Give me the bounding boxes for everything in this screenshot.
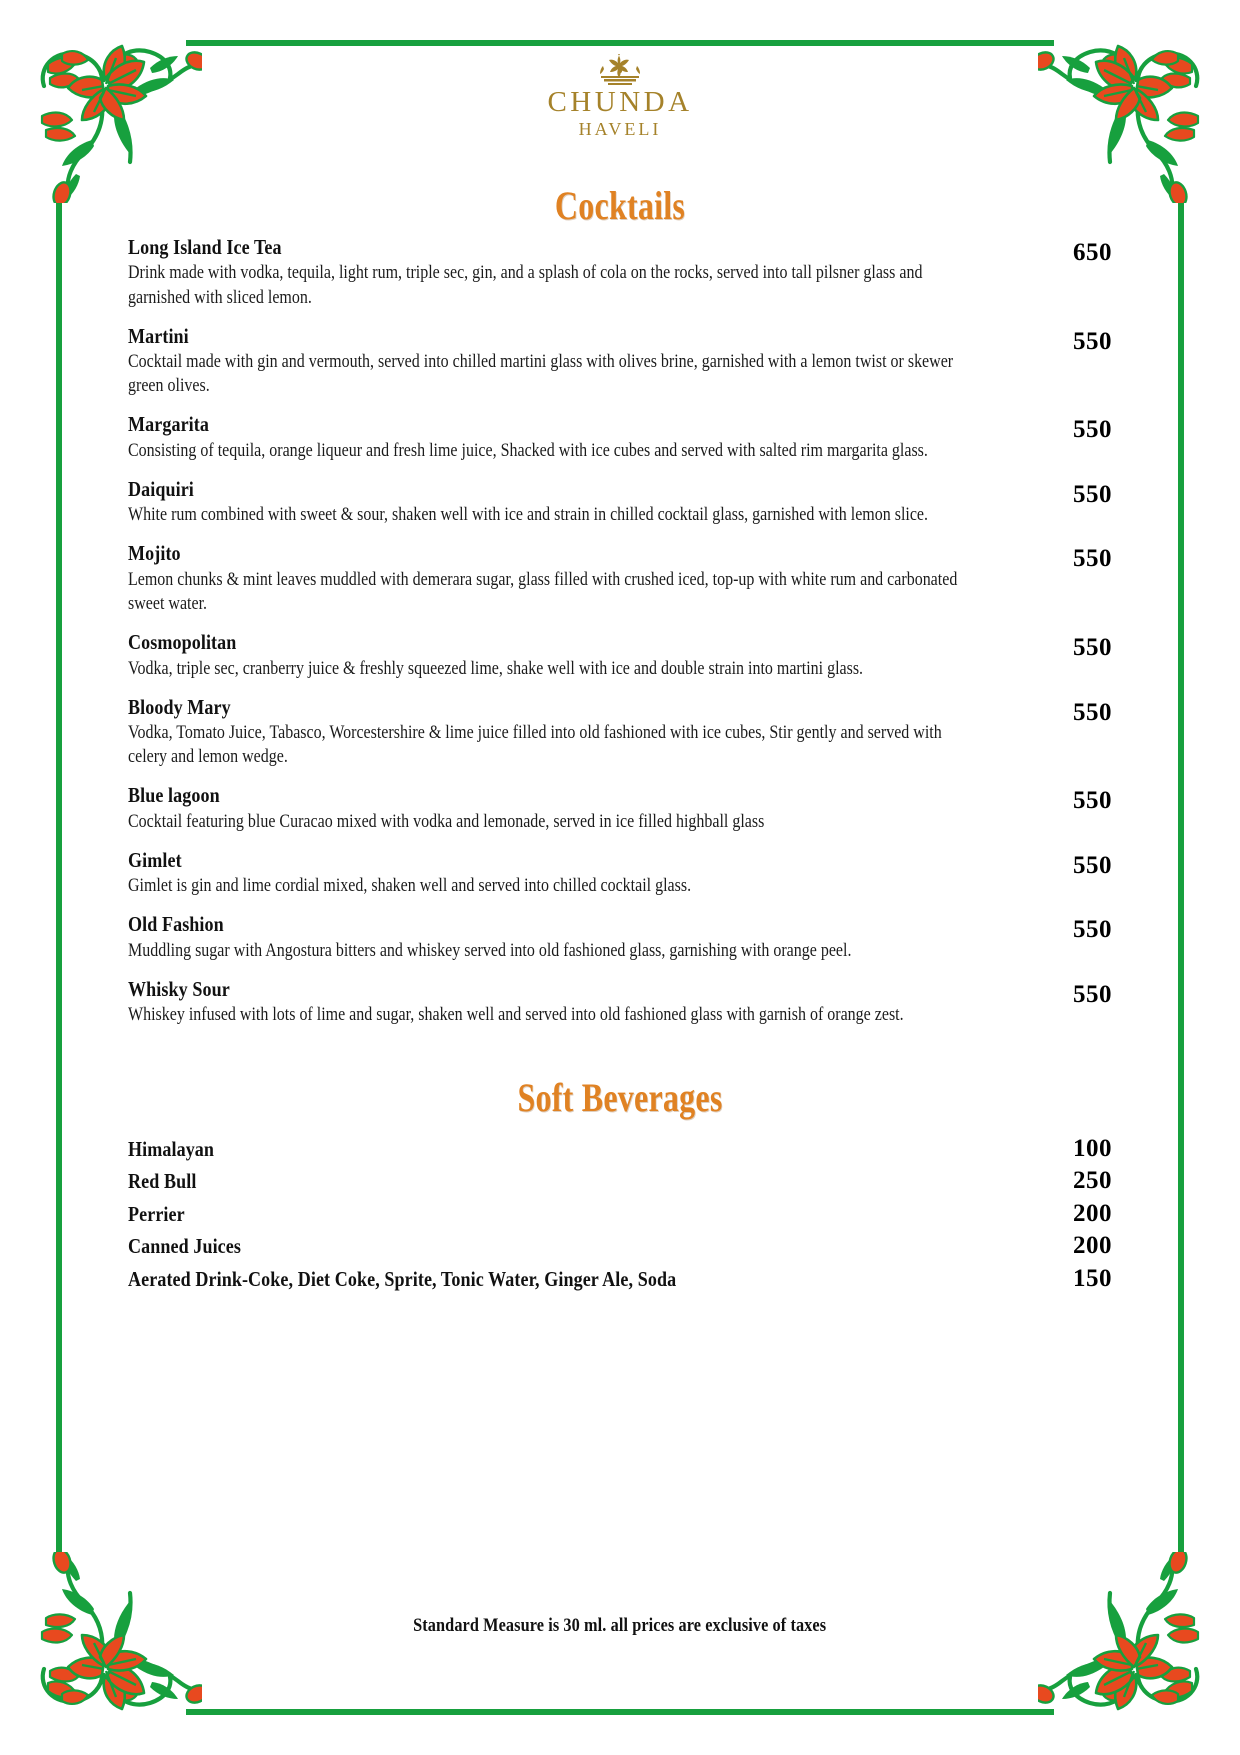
menu-item-name: Old Fashion	[128, 912, 224, 937]
menu-item-price: 550	[1073, 916, 1112, 944]
menu-item-price: 150	[1073, 1264, 1112, 1292]
menu-item-description: Whiskey infused with lots of lime and sugar, shaken well and served into old fashioned glass with garnish of orange zest.	[128, 1004, 904, 1026]
menu-item-main	[128, 1234, 995, 1259]
menu-item	[128, 477, 1112, 528]
menu-item-price: 250	[1073, 1167, 1112, 1195]
menu-item-price: 200	[1073, 1199, 1112, 1227]
menu-item-price: 550	[1073, 416, 1112, 444]
menu-item-name: Bloody Mary	[128, 694, 231, 719]
menu-item-price: 550	[1073, 981, 1112, 1008]
menu-item-description: Drink made with vodka, tequila, light rum, triple sec, gin, and a splash of cola on the rocks, served into tall pilsner glass and garnished with sliced lemon.	[128, 262, 923, 308]
menu-item-price: 550	[1073, 851, 1112, 879]
menu-item-description: White rum combined with sweet & sour, shaken well with ice and strain in chilled cocktail glass, garnished with lemon slice.	[128, 504, 929, 526]
footer-note	[0, 1616, 1240, 1637]
menu-item-price: 550	[1073, 634, 1112, 662]
menu-item-main	[128, 1202, 995, 1227]
brand-logo	[0, 52, 1240, 140]
menu-item	[128, 412, 1112, 463]
beverage-row	[128, 1167, 1112, 1195]
menu-item-name: Martini	[128, 323, 189, 348]
menu-item-name: Himalayan	[128, 1136, 215, 1161]
menu-item-description: Lemon chunks & mint leaves muddled with demerara sugar, glass filled with crushed iced, top-up with white rum and carbonated sweet water.	[128, 568, 958, 614]
menu-item-main	[128, 324, 995, 399]
menu-item-name: Margarita	[128, 412, 209, 437]
border-line-top	[186, 40, 1054, 46]
menu-item-name: Daiquiri	[128, 476, 194, 501]
menu-item-main	[128, 541, 995, 616]
menu-item-name: Aerated Drink-Coke, Diet Coke, Sprite, Tonic Water, Ginger Ale, Soda	[128, 1266, 677, 1291]
menu-item-description: Cocktail made with gin and vermouth, served into chilled martini glass with olives brine, garnished with a lemon twist or skewer green olives.	[128, 351, 954, 397]
beverage-row	[128, 1135, 1112, 1163]
menu-item-price: 550	[1073, 545, 1112, 573]
menu-item-main	[128, 412, 995, 463]
menu-item-name: Long Island Ice Tea	[128, 235, 282, 259]
menu-item-name: Gimlet	[128, 847, 182, 872]
menu-item-main	[128, 977, 995, 1028]
beverage-row	[128, 1265, 1112, 1293]
brand-name: CHUNDA	[547, 86, 693, 118]
menu-item	[128, 912, 1112, 963]
beverage-row	[128, 1200, 1112, 1228]
menu-item-name: Cosmopolitan	[128, 630, 237, 655]
menu-item-main	[128, 1169, 995, 1194]
menu-item-main	[128, 1137, 995, 1162]
menu-item	[128, 541, 1112, 616]
soft-beverages-list	[128, 1135, 1112, 1293]
menu-item	[128, 630, 1112, 681]
menu-content	[128, 182, 1112, 1297]
cocktails-list	[128, 235, 1112, 1028]
border-line-bottom	[186, 1709, 1054, 1715]
beverage-row	[128, 1232, 1112, 1260]
menu-item-main	[128, 1267, 995, 1292]
menu-item-price: 100	[1073, 1134, 1112, 1162]
menu-item	[128, 695, 1112, 770]
menu-item	[128, 977, 1112, 1028]
menu-item-price: 550	[1073, 787, 1112, 815]
menu-item-main	[128, 695, 995, 770]
peacock-crest-icon	[597, 52, 643, 86]
menu-item-description: Gimlet is gin and lime cordial mixed, shaken well and served into chilled cocktail glass.	[128, 875, 692, 897]
brand-subtitle: HAVELI	[578, 118, 662, 139]
menu-item-name: Mojito	[128, 541, 181, 566]
menu-item-price: 200	[1073, 1232, 1112, 1260]
menu-item-name: Blue lagoon	[128, 783, 220, 808]
menu-item	[128, 783, 1112, 834]
menu-item-price: 550	[1073, 480, 1112, 508]
menu-item-description: Vodka, Tomato Juice, Tabasco, Worcestershire & lime juice filled into old fashioned with ice cubes, Stir gently and served with celery and lemon wedge.	[128, 722, 942, 768]
menu-item-price: 550	[1073, 327, 1112, 355]
menu-item-main	[128, 477, 995, 528]
menu-item-name: Canned Juices	[128, 1234, 241, 1259]
floral-corner-ornament-bottom-right	[1038, 1552, 1208, 1727]
menu-item-main	[128, 848, 995, 899]
menu-item	[128, 324, 1112, 399]
menu-item-description: Cocktail featuring blue Curacao mixed with vodka and lemonade, served in ice filled highball glass	[128, 810, 765, 832]
menu-item-main	[128, 912, 995, 963]
footer-note-text: Standard Measure is 30 ml. all prices are exclusive of taxes	[413, 1616, 827, 1636]
border-line-right	[1178, 190, 1184, 1565]
menu-item-main	[128, 235, 995, 310]
menu-item-description: Muddling sugar with Angostura bitters and whiskey served into old fashioned glass, garnishing with orange peel.	[128, 939, 852, 961]
menu-item-name: Red Bull	[128, 1169, 197, 1194]
menu-item-main	[128, 630, 995, 681]
section-title-soft-beverages: Soft Beverages	[517, 1074, 723, 1120]
menu-item-main	[128, 783, 995, 834]
menu-item-description: Consisting of tequila, orange liqueur and fresh lime juice, Shacked with ice cubes and served with salted rim margarita glass.	[128, 439, 928, 461]
menu-item-name: Perrier	[128, 1201, 185, 1226]
section-title-cocktails: Cocktails	[554, 183, 686, 228]
menu-item-price: 650	[1073, 239, 1112, 266]
menu-item-description: Vodka, triple sec, cranberry juice & freshly squeezed lime, shake well with ice and double strain into martini glass.	[128, 657, 864, 679]
floral-corner-ornament-bottom-left	[32, 1552, 202, 1727]
menu-item	[128, 848, 1112, 899]
border-line-left	[56, 190, 62, 1565]
menu-item-name: Whisky Sour	[128, 977, 230, 1001]
menu-item-price: 550	[1073, 698, 1112, 726]
menu-item	[128, 235, 1112, 310]
